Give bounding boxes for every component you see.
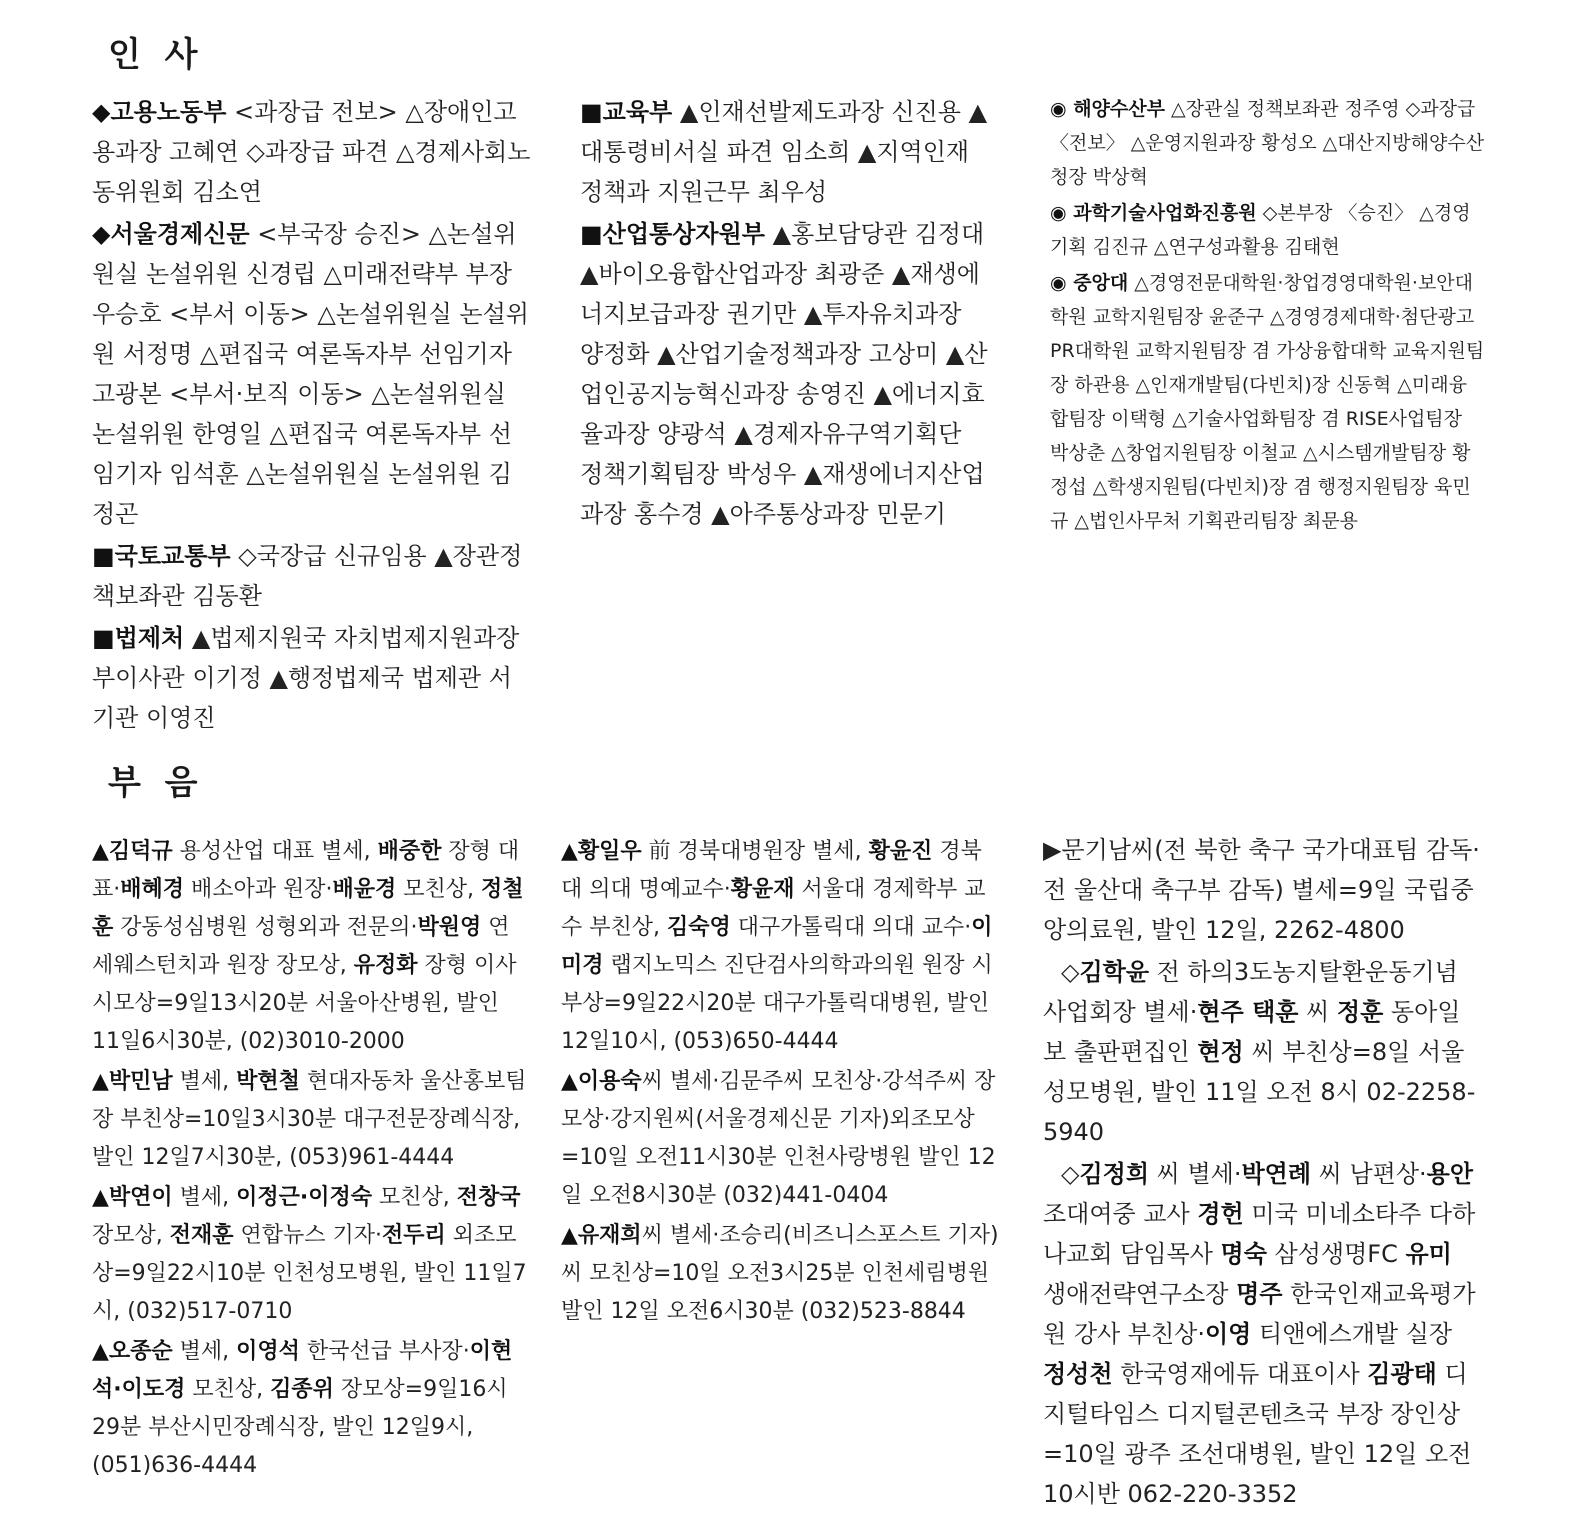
obituary-text: ▶문기남씨(전 북한 축구 국가대표팀 감독·전 울산대 축구부 감독) 별세=9일 국립중앙의료원, 발인 12일, 2262-4800 (1043, 836, 1480, 944)
person-name: 현정 (1197, 1038, 1244, 1066)
person-name: ▲이용숙 (561, 1069, 642, 1094)
obituary-text: 씨 별세·김문주씨 모친상·강석주씨 장모상·강지원씨(서울경제신문 기자)외조모상=10일 오전11시30분 인천사랑병원 발인 12일 오전8시30분 (032)441-0404 (561, 1069, 996, 1208)
obituary-text: 한국선급 부사장· (299, 1339, 470, 1364)
appointment-entry (1050, 196, 1485, 264)
obituary-entry (1043, 952, 1480, 1152)
person-name: ▲김덕규 (92, 839, 173, 864)
person-name: 김학윤 (1079, 958, 1150, 986)
appointment-entry (580, 92, 990, 212)
organization-name: ◉ 해양수산부 (1050, 98, 1165, 120)
obituary-text: ◇ (1061, 958, 1080, 986)
person-name: 김종위 (270, 1377, 334, 1402)
appointment-text: ◇본부장 〈승진〉 △경영기획 김진규 △연구성과활용 김태현 (1050, 202, 1471, 258)
obituary-text: 현대자동차 울산홍보팀장 부친상=10일3시30분 대구전문장례식장, 발인 12일7시30분, (053)961-4444 (92, 1069, 527, 1170)
person-name: 전두리 (382, 1223, 446, 1248)
person-name: 김광태 (1367, 1360, 1437, 1388)
obituary-text: 미국 미네소타주 다하나교회 담임목사 (1043, 1200, 1476, 1268)
obituary-text: 전 하의3도농지탈환운동기념사업회장 별세· (1043, 958, 1458, 1026)
person-name: 박현철 (236, 1069, 300, 1094)
person-name: 김정희 (1079, 1160, 1150, 1188)
appointment-entry (92, 536, 532, 616)
appointment-text: △장관실 정책보좌관 정주영 ◇과장급 〈전보〉 △운영지원과장 황성오 △대산지방해양수산청장 박상혁 (1050, 98, 1485, 188)
obituary-text: 한국인재교육평가원 강사 부친상· (1043, 1280, 1476, 1348)
appointments-column-1 (92, 92, 532, 740)
appointment-text: ▲홍보담당관 김정대 ▲바이오융합산업과장 최광준 ▲재생에너지보급과장 권기만 ▲투자유치과장 양정화 ▲산업기술정책과장 고상미 ▲산업인공지능혁신과장 송영진 ▲에너지효율과장 양광석 ▲경제자유구역기획단 정책기획팀장 박성우 ▲재생에너지산업과장 홍수경 ▲아주통상과장 민문기 (580, 220, 988, 528)
obituary-text: 강동성심병원 성형외과 전문의· (113, 915, 418, 940)
obituary-text: 前 경북대병원장 별세, (641, 839, 869, 864)
organization-name: ◉ 중앙대 (1050, 272, 1129, 294)
appointment-entry (580, 214, 990, 534)
obituary-text: 씨 남편상· (1311, 1160, 1427, 1188)
obituary-text: 동아일보 출판편집인 (1043, 998, 1461, 1066)
person-name: ▲유재희 (561, 1223, 642, 1248)
obituary-text: 씨 별세·조승리(비즈니스포스트 기자)씨 모친상=10일 오전3시25분 인천세림병원 발인 12일 오전6시30분 (032)523-8844 (561, 1223, 999, 1324)
appointment-text: <과장급 전보> △장애인고용과장 고혜연 ◇과장급 파견 △경제사회노동위원회 김소연 (92, 98, 531, 206)
obituary-text: 별세, (172, 1339, 237, 1364)
obituary-entry (561, 1063, 999, 1215)
person-name: 황윤진 (868, 839, 933, 864)
obituary-entry (561, 833, 999, 1061)
obituary-text: 연합뉴스 기자· (233, 1223, 383, 1248)
obituary-text: 한국영재에듀 대표이사 (1112, 1360, 1368, 1388)
person-name: 김숙영 (667, 915, 731, 940)
person-name: ▲박민남 (92, 1069, 173, 1094)
person-name: 황윤재 (730, 877, 795, 902)
appointments-column-3 (1050, 92, 1485, 540)
organization-name: ◆고용노동부 (92, 98, 227, 126)
person-name: 이영 (1205, 1320, 1252, 1348)
person-name: 현주 택훈 (1197, 998, 1299, 1026)
obituary-entry (92, 833, 530, 1061)
person-name: 박원영 (417, 915, 482, 940)
person-name: 이미경 (561, 915, 993, 978)
appointment-text: ▲법제지원국 자치법제지원과장 부이사관 이기정 ▲행정법제국 법제관 서기관 이영진 (92, 624, 520, 732)
obituary-text: 대구가톨릭대 의대 교수· (730, 915, 972, 940)
obituary-text: 서울대 경제학부 교수 부친상, (561, 877, 986, 940)
person-name: 이현석·이도경 (92, 1339, 513, 1402)
person-name: 배중한 (377, 839, 442, 864)
person-name: 명주 (1236, 1280, 1283, 1308)
appointment-entry (92, 618, 532, 738)
organization-name: ■법제처 (92, 624, 185, 652)
person-name: 정훈 (1336, 998, 1384, 1026)
obituary-text: 장형 이사 시모상=9일13시20분 서울아산병원, 발인 11일6시30분, (02)3010-2000 (92, 953, 517, 1054)
obituary-text: 별세, (172, 1185, 237, 1210)
obituaries-column-3 (1043, 830, 1480, 1516)
appointments-section-title: 인 사 (108, 35, 204, 75)
appointment-entry (1050, 266, 1485, 538)
obituary-text: 씨 (1298, 998, 1337, 1026)
person-name: ▲오종순 (92, 1339, 173, 1364)
appointments-column-2 (580, 92, 990, 536)
obituary-text: 외조모상=9일22시10분 인천성모병원, 발인 11일7시, (032)517-0710 (92, 1223, 527, 1324)
obituary-text: 경북대 의대 명예교수· (561, 839, 982, 902)
person-name: 배윤경 (332, 877, 397, 902)
person-name: 유정화 (353, 953, 418, 978)
person-name: 명숙 (1220, 1240, 1267, 1268)
organization-name: ■교육부 (580, 98, 673, 126)
person-name: 전창국 (456, 1185, 521, 1210)
person-name: ▲박연이 (92, 1185, 173, 1210)
obituaries-column-1 (92, 833, 530, 1487)
obituaries-section-title: 부 음 (108, 763, 204, 803)
obituary-text: 디지털타임스 디지털콘텐츠국 부장 장인상=10일 광주 조선대병원, 발인 12일 오전 10시반 062-220-3352 (1043, 1360, 1472, 1508)
person-name: 경헌 (1197, 1200, 1244, 1228)
obituary-text: 용성산업 대표 별세, (172, 839, 378, 864)
obituaries-column-2 (561, 833, 999, 1333)
appointment-entry (92, 92, 532, 212)
obituary-text: 삼성생명FC (1266, 1240, 1406, 1268)
obituary-text: 배소아과 원장· (184, 877, 333, 902)
appointment-text: △경영전문대학원·창업경영대학원·보안대학원 교학지원팀장 윤준구 △경영경제대학·첨단광고PR대학원 교학지원팀장 겸 가상융합대학 교육지원팀장 하관용 △인재개발팀(다빈치)장 신동혁 △미래융합팀장 이택형 △기술사업화팀장 겸 RISE사업팀장 박상춘 △창업지원팀장 이철교 △시스템개발팀장 황정섭 △학생지원팀(다빈치)장 겸 행정지원팀장 육민규 △법인사무처 기획관리팀장 최문용 (1050, 272, 1485, 532)
obituary-text: 씨 부친상=8일 서울성모병원, 발인 11일 오전 8시 02-2258-5940 (1043, 1038, 1476, 1146)
organization-name: ◆서울경제신문 (92, 220, 250, 248)
person-name: 용안 (1426, 1160, 1474, 1188)
person-name: 배혜경 (120, 877, 185, 902)
obituary-entry (92, 1333, 530, 1485)
obituary-text: 별세, (172, 1069, 237, 1094)
person-name: 유미 (1405, 1240, 1452, 1268)
person-name: 박연례 (1241, 1160, 1312, 1188)
appointment-entry (92, 214, 532, 534)
organization-name: ■산업통상자원부 (580, 220, 765, 248)
person-name: ▲황일우 (561, 839, 642, 864)
person-name: 이정근·이정숙 (236, 1185, 373, 1210)
person-name: 전재훈 (169, 1223, 234, 1248)
organization-name: ■국토교통부 (92, 542, 231, 570)
obituary-text: 장모상=9일16시29분 부산시민장례식장, 발인 12일9시, (051)636-4444 (92, 1377, 508, 1478)
obituary-text: 연세웨스턴치과 원장 장모상, (92, 915, 510, 978)
obituary-text: 랩지노믹스 진단검사의학과의원 원장 시부상=9일22시20분 대구가톨릭대병원, 발인 12일10시, (053)650-4444 (561, 953, 993, 1054)
appointment-text: ▲인재선발제도과장 신진용 ▲대통령비서실 파견 임소희 ▲지역인재정책과 지원근무 최우성 (580, 98, 988, 206)
obituary-text: ◇ (1061, 1160, 1080, 1188)
obituary-entry (92, 1063, 530, 1177)
obituary-text: 모친상, (396, 877, 482, 902)
person-name: 정성천 (1043, 1360, 1113, 1388)
appointment-text: <부국장 승진> △논설위원실 논설위원 신경립 △미래전략부 부장 우승호 <부서 이동> △논설위원실 논설위원 서정명 △편집국 여론독자부 선임기자 고광본 <부서·보직 이동> △논설위원실 논설위원 한영일 △편집국 여론독자부 선임기자 임석훈 △논설위원실 논설위원 김정곤 (92, 220, 529, 528)
obituary-text: 조대여중 교사 (1043, 1200, 1198, 1228)
appointment-text: ◇국장급 신규임용 ▲장관정책보좌관 김동환 (92, 542, 523, 610)
obituary-text: 생애전략연구소장 (1043, 1280, 1237, 1308)
obituary-entry (1043, 830, 1480, 950)
obituary-entry (561, 1217, 999, 1331)
appointment-entry (1050, 92, 1485, 194)
obituary-text: 모친상, (185, 1377, 271, 1402)
obituary-text: 장형 대표· (92, 839, 520, 902)
obituary-entry (1043, 1154, 1480, 1514)
obituary-text: 씨 별세· (1149, 1160, 1242, 1188)
person-name: 이영석 (236, 1339, 300, 1364)
obituary-text: 모친상, (372, 1185, 457, 1210)
person-name: 정철훈 (92, 877, 524, 940)
organization-name: ◉ 과학기술사업화진흥원 (1050, 202, 1257, 224)
obituary-text: 장모상, (92, 1223, 170, 1248)
obituary-text: 티앤에스개발 실장 (1251, 1320, 1453, 1348)
obituary-entry (92, 1179, 530, 1331)
